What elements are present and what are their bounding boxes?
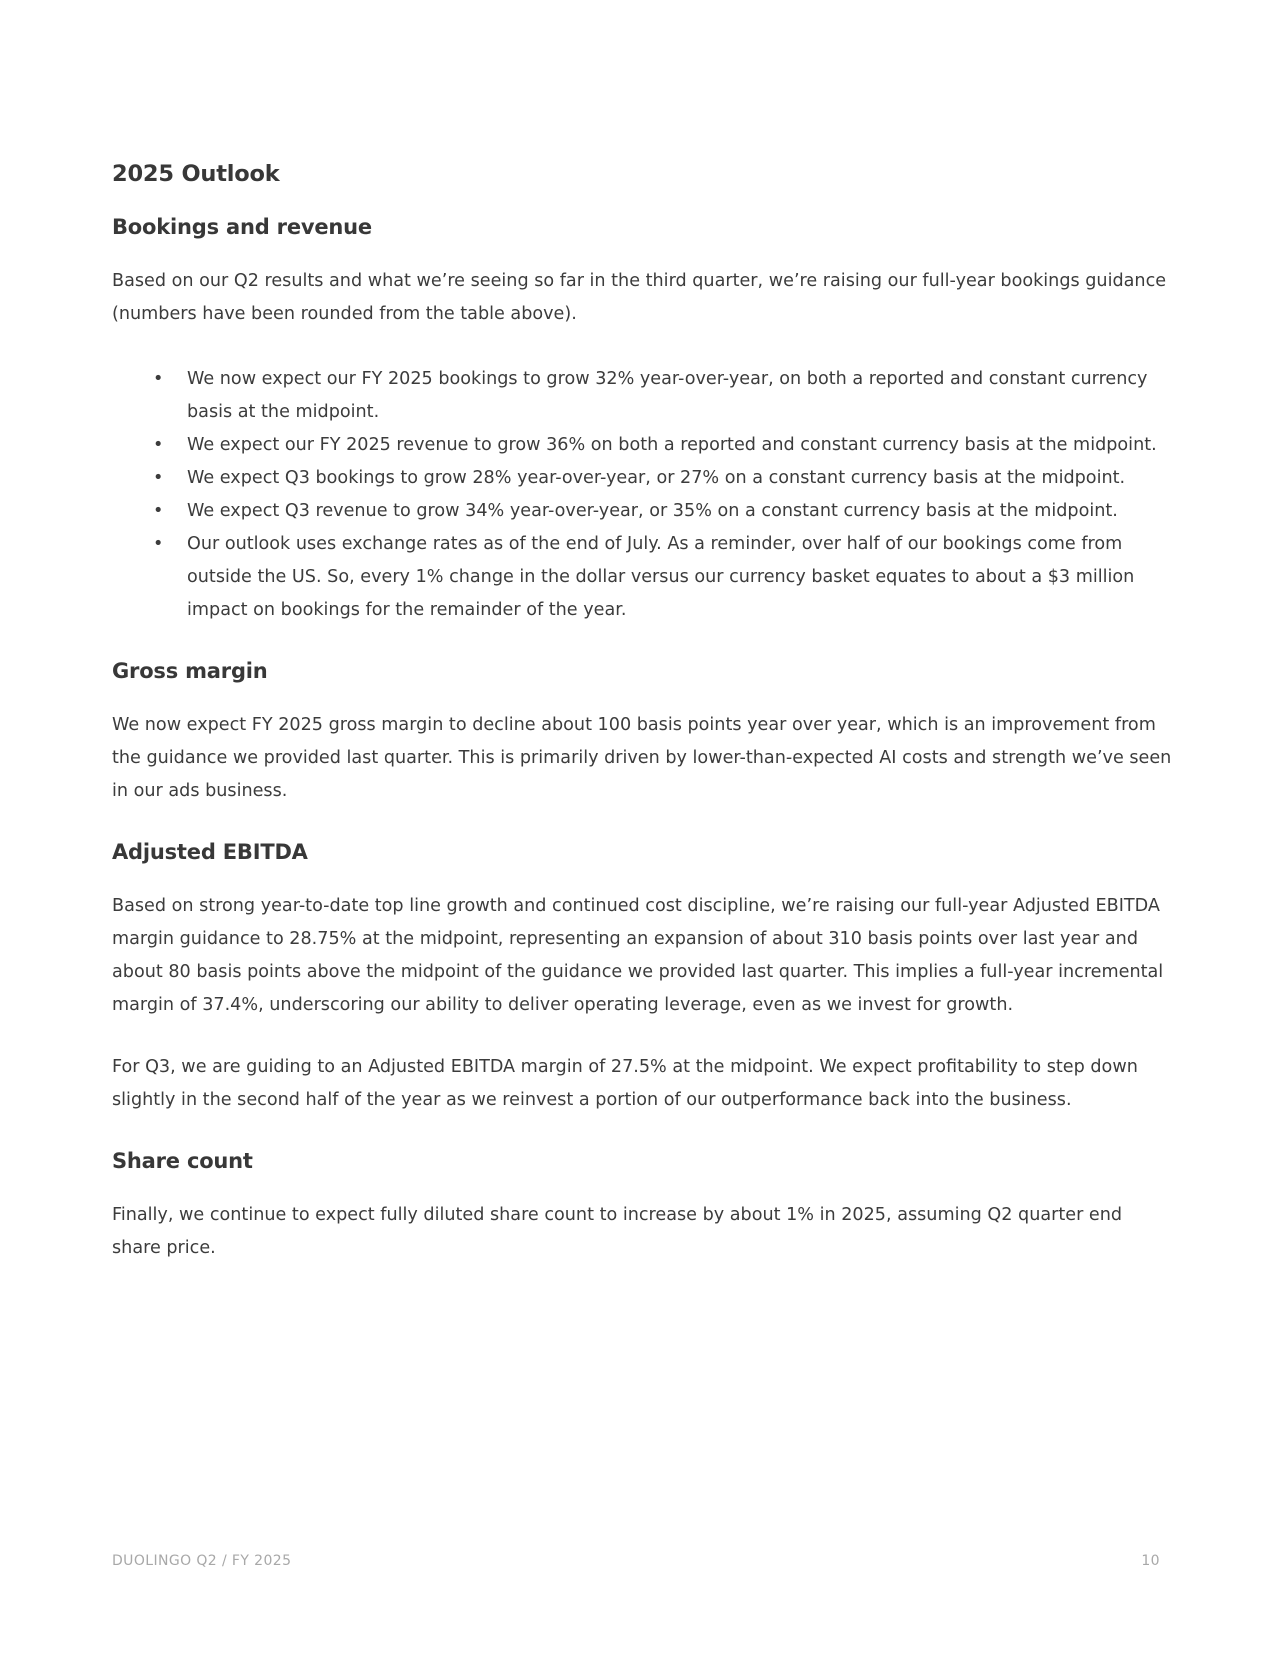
bullet-icon: •	[153, 501, 164, 521]
document-page	[112, 160, 1172, 1265]
page-title: 2025 Outlook	[112, 161, 280, 187]
bullet-icon: •	[153, 534, 164, 554]
adjusted-ebitda-heading: Adjusted EBITDA	[112, 840, 308, 864]
list-item	[112, 429, 1172, 462]
share-count-body: Finally, we continue to expect fully diluted share count to increase by about 1% in 2025, assuming Q2 quarter end share price.	[112, 1205, 1123, 1258]
bullet-icon: •	[153, 468, 164, 488]
bullet-icon: •	[153, 435, 164, 455]
gross-margin-body: We now expect FY 2025 gross margin to decline about 100 basis points year over year, which is an improvement from the guidance we provided last quarter. This is primarily driven by lower-than-expected AI costs and strength we’ve seen in our ads business.	[112, 715, 1172, 801]
adjusted-ebitda-body: Based on strong year-to-date top line growth and continued cost discipline, we’re raising our full-year Adjusted EBITDA margin guidance to 28.75% at the midpoint, representing an expansion of about 310 basis points over last year and about 80 basis points above the midpoint of the guidance we provided last quarter. This implies a full-year incremental margin of 37.4%, underscoring our ability to deliver operating leverage, even as we invest for growth.	[112, 896, 1164, 1015]
gross-margin-heading: Gross margin	[112, 659, 268, 683]
list-item	[112, 363, 1172, 429]
adjusted-ebitda-q3-body: For Q3, we are guiding to an Adjusted EBITDA margin of 27.5% at the midpoint. We expect profitability to step down slightly in the second half of the year as we reinvest a portion of our outperformance back into the business.	[112, 1057, 1138, 1110]
bullet-icon: •	[153, 369, 164, 389]
list-item	[112, 462, 1172, 495]
bookings-intro: Based on our Q2 results and what we’re seeing so far in the third quarter, we’re raising our full-year bookings guidance (numbers have been rounded from the table above).	[112, 271, 1167, 324]
page-number: 10	[1141, 1553, 1160, 1569]
bookings-bullet-list	[112, 363, 1172, 627]
bookings-heading: Bookings and revenue	[112, 215, 372, 239]
list-item-text: We expect Q3 revenue to grow 34% year-over-year, or 35% on a constant currency basis at the midpoint.	[187, 501, 1118, 521]
list-item-text: We now expect our FY 2025 bookings to grow 32% year-over-year, on both a reported and constant currency basis at the midpoint.	[187, 369, 1148, 422]
footer-document-label: DUOLINGO Q2 / FY 2025	[112, 1553, 292, 1569]
list-item-text: We expect our FY 2025 revenue to grow 36% on both a reported and constant currency basis at the midpoint.	[187, 435, 1157, 455]
list-item	[112, 495, 1172, 528]
share-count-heading: Share count	[112, 1149, 253, 1173]
list-item-text: We expect Q3 bookings to grow 28% year-over-year, or 27% on a constant currency basis at the midpoint.	[187, 468, 1126, 488]
page-footer	[112, 1553, 1160, 1569]
list-item-text: Our outlook uses exchange rates as of the end of July. As a reminder, over half of our bookings come from outside the US. So, every 1% change in the dollar versus our currency basket equates to about a $3 million impact on bookings for the remainder of the year.	[187, 534, 1135, 620]
list-item	[112, 528, 1172, 627]
